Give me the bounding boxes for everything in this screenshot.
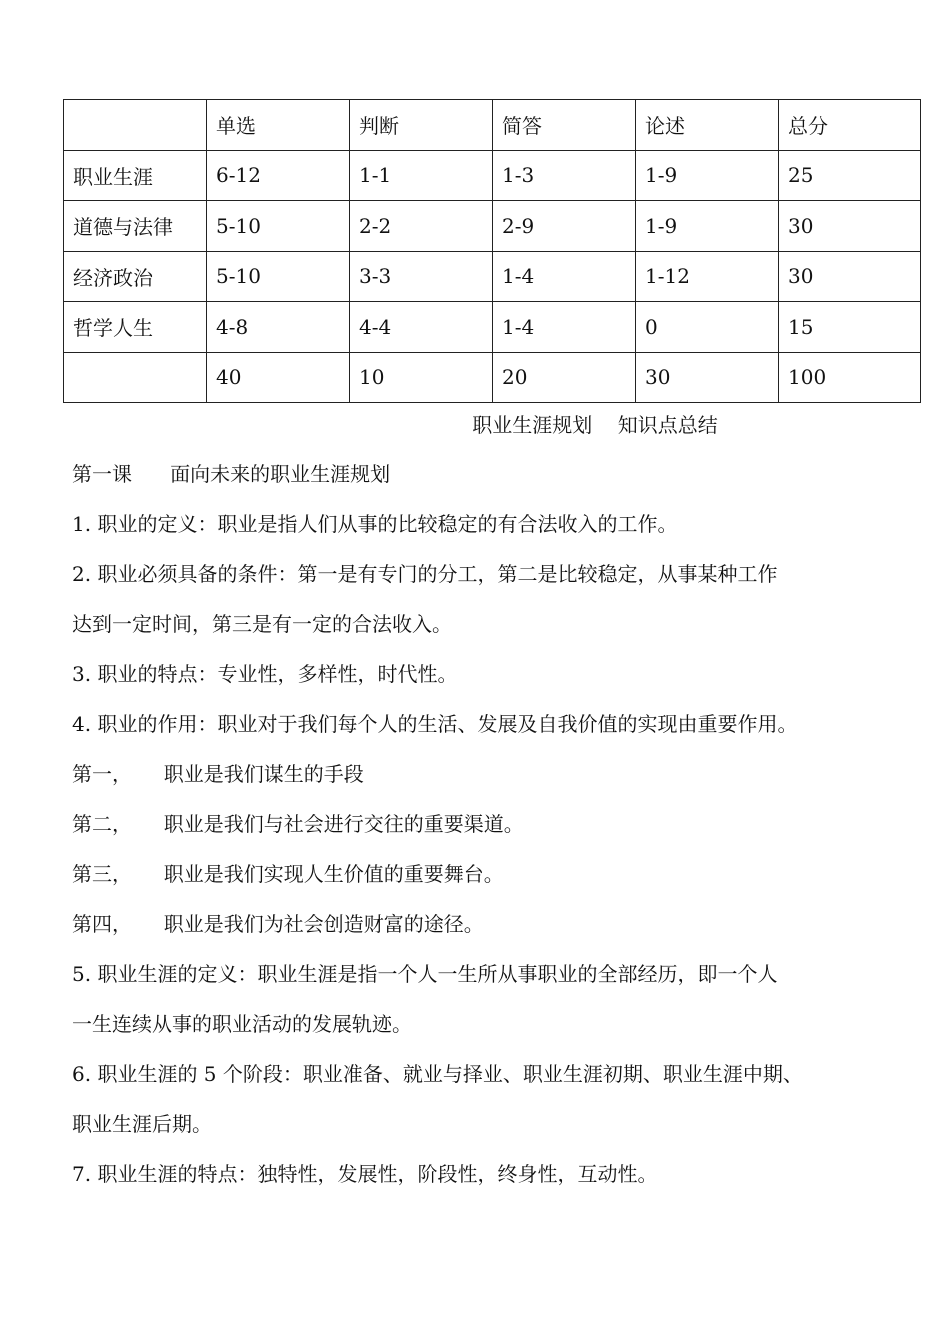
table-cell: [64, 100, 207, 151]
list-item: 第三， 职业是我们实现人生价值的重要舞台。: [72, 862, 504, 886]
table-cell: 1-9: [636, 201, 779, 252]
table-cell: 6-12: [207, 150, 350, 201]
paragraph-line: 3. 职业的特点：专业性，多样性，时代性。: [72, 662, 458, 686]
list-item: 第二， 职业是我们与社会进行交往的重要渠道。: [72, 812, 524, 836]
table-cell: 1-9: [636, 150, 779, 201]
table-cell: 15: [779, 302, 921, 353]
table-row: [64, 150, 921, 201]
table-header-cell: 单选: [207, 100, 350, 151]
paragraph-line: 7. 职业生涯的特点：独特性，发展性，阶段性，终身性，互动性。: [72, 1162, 658, 1186]
table-row-label: 经济政治: [64, 251, 207, 302]
table-cell: 1-3: [493, 150, 636, 201]
table-row: [64, 251, 921, 302]
table-header-cell: 判断: [350, 100, 493, 151]
table-cell: 0: [636, 302, 779, 353]
document-title: 职业生涯规划 知识点总结: [472, 413, 718, 437]
table-header-row: [64, 100, 921, 151]
table-cell: 1-4: [493, 302, 636, 353]
table-header-cell: 论述: [636, 100, 779, 151]
table-row-label: [64, 352, 207, 403]
table-total-row: [64, 352, 921, 403]
table-cell: 30: [779, 201, 921, 252]
table-cell: 5-10: [207, 251, 350, 302]
paragraph-line: 达到一定时间，第三是有一定的合法收入。: [72, 612, 452, 636]
paragraph-line: 一生连续从事的职业活动的发展轨迹。: [72, 1012, 412, 1036]
table-row-label: 职业生涯: [64, 150, 207, 201]
paragraph-line: 5. 职业生涯的定义：职业生涯是指一个人一生所从事职业的全部经历，即一个人: [72, 962, 778, 986]
table-cell: 2-9: [493, 201, 636, 252]
table-cell: 5-10: [207, 201, 350, 252]
table-cell: 20: [493, 352, 636, 403]
paragraph-line: 职业生涯后期。: [72, 1112, 212, 1136]
table-cell: 1-1: [350, 150, 493, 201]
paragraph-line: 6. 职业生涯的 5 个阶段：职业准备、就业与择业、职业生涯初期、职业生涯中期、: [72, 1062, 803, 1086]
table-row: [64, 302, 921, 353]
table-row: [64, 201, 921, 252]
table-cell: 1-12: [636, 251, 779, 302]
table-header-cell: 简答: [493, 100, 636, 151]
paragraph-line: 4. 职业的作用：职业对于我们每个人的生活、发展及自我价值的实现由重要作用。: [72, 712, 798, 736]
list-item: 第四， 职业是我们为社会创造财富的途径。: [72, 912, 484, 936]
table-cell: 2-2: [350, 201, 493, 252]
table-row-label: 哲学人生: [64, 302, 207, 353]
paragraph-line: 2. 职业必须具备的条件：第一是有专门的分工，第二是比较稳定，从事某种工作: [72, 562, 778, 586]
exam-score-table: [63, 99, 921, 403]
paragraph-line: 1. 职业的定义：职业是指人们从事的比较稳定的有合法收入的工作。: [72, 512, 678, 536]
table-cell: 25: [779, 150, 921, 201]
table-cell: 30: [779, 251, 921, 302]
table-cell: 40: [207, 352, 350, 403]
table-cell: 4-4: [350, 302, 493, 353]
table-cell: 1-4: [493, 251, 636, 302]
table-cell: 3-3: [350, 251, 493, 302]
table-cell: 100: [779, 352, 921, 403]
table-header-cell: 总分: [779, 100, 921, 151]
list-item: 第一， 职业是我们谋生的手段: [72, 762, 364, 786]
table-cell: 10: [350, 352, 493, 403]
lesson-heading: 第一课 面向未来的职业生涯规划: [72, 462, 391, 486]
table-cell: 30: [636, 352, 779, 403]
table-cell: 4-8: [207, 302, 350, 353]
table-row-label: 道德与法律: [64, 201, 207, 252]
